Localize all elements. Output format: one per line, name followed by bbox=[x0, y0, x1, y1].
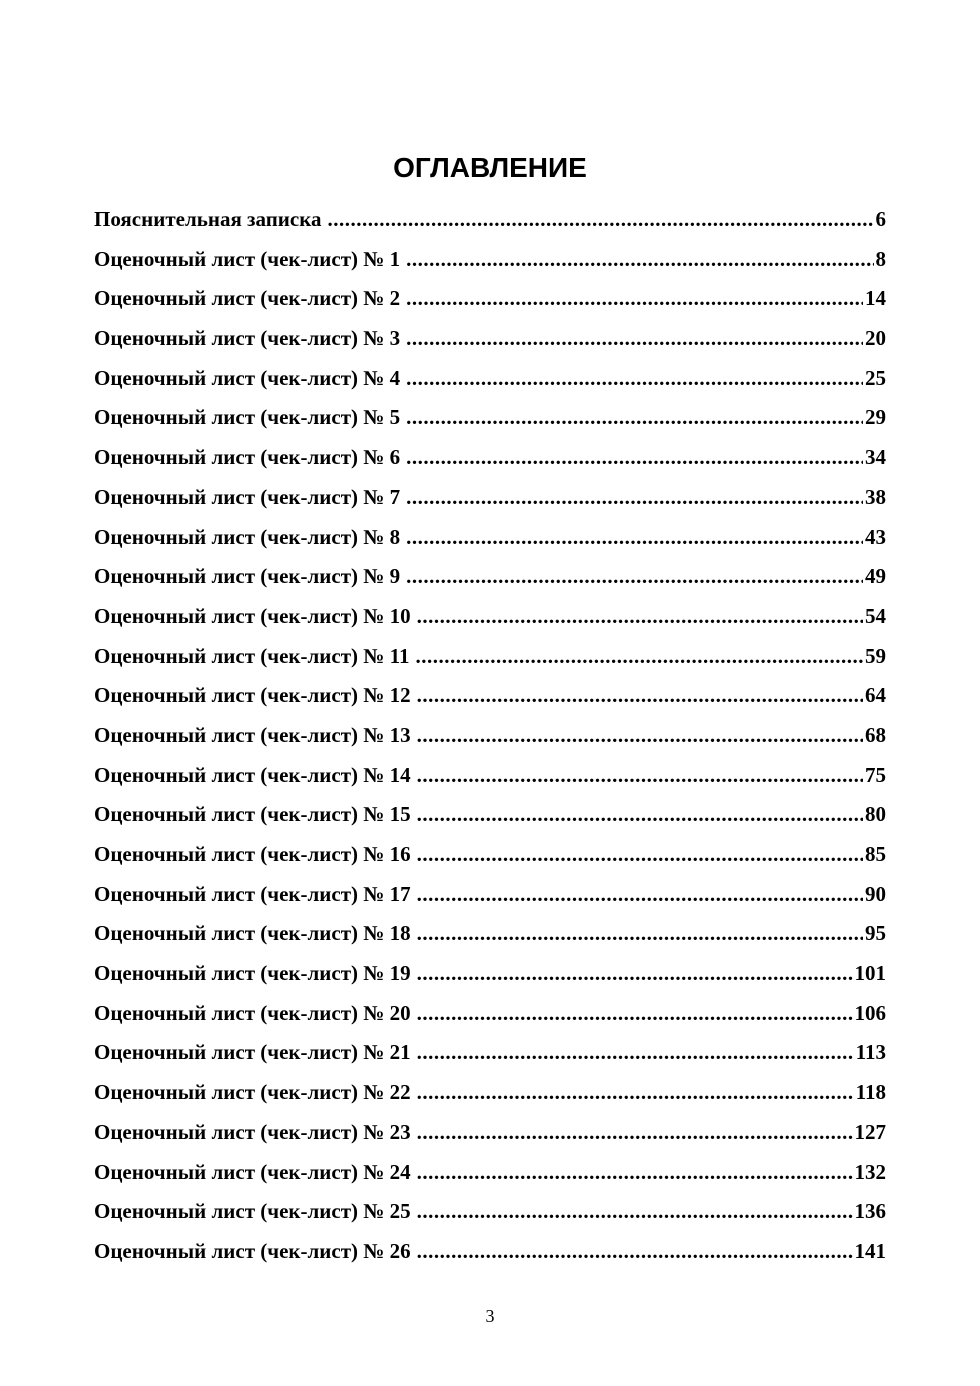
toc-entry-label: Оценочный лист (чек-лист) № 3 bbox=[94, 326, 401, 351]
toc-entry-page: 136 bbox=[854, 1199, 886, 1224]
toc-entry-label: Оценочный лист (чек-лист) № 16 bbox=[94, 842, 411, 866]
toc-entry-label: Оценочный лист (чек-лист) № 24 bbox=[94, 1159, 411, 1184]
toc-entry-page: 90 bbox=[865, 881, 886, 906]
toc-entry[interactable] bbox=[94, 240, 886, 280]
toc-entry-label: Оценочный лист (чек-лист) № 22 bbox=[94, 1080, 411, 1105]
toc-entry-label: Оценочный лист (чек-лист) № 5 bbox=[94, 405, 401, 430]
toc-entry-page: 49 bbox=[865, 564, 886, 589]
toc-dot-leader bbox=[417, 1113, 853, 1153]
toc-entry[interactable] bbox=[94, 200, 886, 240]
toc-entry[interactable] bbox=[94, 359, 886, 399]
toc-entry-page: 43 bbox=[865, 524, 886, 549]
toc-dot-leader bbox=[406, 478, 863, 518]
toc-entry-page: 59 bbox=[865, 643, 886, 668]
toc-entry-label: Оценочный лист (чек-лист) № 23 bbox=[94, 1119, 411, 1144]
toc-entry-page: 25 bbox=[865, 365, 886, 390]
toc-dot-leader bbox=[417, 835, 863, 875]
toc-entry-page: 29 bbox=[865, 405, 886, 430]
toc-entry-label: Оценочный лист (чек-лист) № 26 bbox=[94, 1238, 411, 1263]
toc-entry[interactable] bbox=[94, 954, 886, 994]
toc-entry-page: 101 bbox=[854, 961, 886, 986]
toc-dot-leader bbox=[417, 994, 853, 1034]
toc-entry-page: 20 bbox=[865, 326, 886, 351]
toc-entry-page: 6 bbox=[875, 207, 886, 231]
toc-entry-page: 132 bbox=[854, 1159, 886, 1184]
toc-entry-label: Оценочный лист (чек-лист) № 17 bbox=[94, 881, 411, 906]
toc-entry-page: 34 bbox=[865, 445, 886, 470]
toc-dot-leader bbox=[417, 1033, 854, 1073]
toc-dot-leader bbox=[417, 676, 863, 716]
toc-entry-label: Оценочный лист (чек-лист) № 7 bbox=[94, 484, 401, 509]
toc-entry[interactable] bbox=[94, 597, 886, 637]
toc-entry-page: 141 bbox=[854, 1238, 886, 1263]
toc-entry[interactable] bbox=[94, 914, 886, 954]
toc-entry[interactable] bbox=[94, 795, 886, 835]
toc-dot-leader bbox=[417, 795, 863, 835]
toc-dot-leader bbox=[417, 1192, 853, 1232]
toc-entry-label: Оценочный лист (чек-лист) № 10 bbox=[94, 603, 411, 628]
toc-dot-leader bbox=[417, 1073, 854, 1113]
toc-dot-leader bbox=[415, 637, 863, 677]
toc-entry-page: 68 bbox=[865, 722, 886, 747]
toc-entry-label: Оценочный лист (чек-лист) № 1 bbox=[94, 246, 401, 271]
toc-dot-leader bbox=[406, 359, 863, 399]
toc-entry-label: Оценочный лист (чек-лист) № 19 bbox=[94, 961, 411, 986]
toc-entry[interactable] bbox=[94, 1192, 886, 1232]
toc-dot-leader bbox=[406, 438, 863, 478]
toc-entry-label: Пояснительная записка bbox=[94, 207, 322, 231]
toc-entry[interactable] bbox=[94, 756, 886, 796]
toc-dot-leader bbox=[417, 597, 863, 637]
toc-entry-page: 64 bbox=[865, 683, 886, 708]
toc-dot-leader bbox=[406, 518, 863, 558]
toc-entry-page: 54 bbox=[865, 603, 886, 628]
toc-dot-leader bbox=[406, 240, 873, 280]
toc-dot-leader bbox=[406, 557, 863, 597]
page-number: 3 bbox=[485, 1306, 495, 1326]
toc-entry-label: Оценочный лист (чек-лист) № 12 bbox=[94, 683, 411, 708]
toc-entry[interactable] bbox=[94, 1033, 886, 1073]
toc-entry-label: Оценочный лист (чек-лист) № 21 bbox=[94, 1040, 411, 1065]
toc-dot-leader bbox=[417, 1153, 853, 1193]
toc-entry-page: 14 bbox=[865, 286, 886, 311]
toc-entry-label: Оценочный лист (чек-лист) № 13 bbox=[94, 722, 411, 747]
table-of-contents bbox=[94, 200, 886, 1272]
toc-entry-page: 118 bbox=[855, 1080, 886, 1105]
page-title: ОГЛАВЛЕНИЕ bbox=[393, 152, 587, 183]
toc-entry[interactable] bbox=[94, 319, 886, 359]
toc-entry[interactable] bbox=[94, 518, 886, 558]
toc-entry[interactable] bbox=[94, 1113, 886, 1153]
toc-entry-label: Оценочный лист (чек-лист) № 11 bbox=[94, 643, 410, 668]
toc-entry-label: Оценочный лист (чек-лист) № 20 bbox=[94, 1000, 411, 1025]
toc-entry[interactable] bbox=[94, 716, 886, 756]
toc-entry[interactable] bbox=[94, 1073, 886, 1113]
toc-entry-page: 75 bbox=[865, 762, 886, 787]
toc-dot-leader bbox=[406, 319, 863, 359]
toc-entry-page: 85 bbox=[865, 842, 886, 866]
toc-entry-label: Оценочный лист (чек-лист) № 25 bbox=[94, 1199, 411, 1224]
toc-entry[interactable] bbox=[94, 835, 886, 875]
toc-entry[interactable] bbox=[94, 1232, 886, 1272]
toc-entry-label: Оценочный лист (чек-лист) № 4 bbox=[94, 365, 401, 390]
toc-entry-page: 8 bbox=[875, 246, 886, 271]
toc-entry-page: 106 bbox=[854, 1000, 886, 1025]
toc-entry[interactable] bbox=[94, 1153, 886, 1193]
toc-entry-label: Оценочный лист (чек-лист) № 18 bbox=[94, 921, 411, 946]
toc-entry[interactable] bbox=[94, 557, 886, 597]
toc-dot-leader bbox=[417, 756, 863, 796]
toc-entry-label: Оценочный лист (чек-лист) № 6 bbox=[94, 445, 401, 470]
toc-entry-label: Оценочный лист (чек-лист) № 2 bbox=[94, 286, 401, 311]
toc-entry-page: 95 bbox=[865, 921, 886, 946]
toc-entry[interactable] bbox=[94, 676, 886, 716]
toc-entry[interactable] bbox=[94, 279, 886, 319]
toc-entry-label: Оценочный лист (чек-лист) № 9 bbox=[94, 564, 401, 589]
toc-entry-label: Оценочный лист (чек-лист) № 14 bbox=[94, 762, 411, 787]
toc-entry-page: 38 bbox=[865, 484, 886, 509]
toc-dot-leader bbox=[406, 398, 863, 438]
toc-dot-leader bbox=[417, 914, 863, 954]
toc-dot-leader bbox=[328, 200, 874, 240]
toc-dot-leader bbox=[417, 954, 853, 994]
toc-entry-label: Оценочный лист (чек-лист) № 15 bbox=[94, 802, 411, 827]
toc-entry[interactable] bbox=[94, 994, 886, 1034]
toc-entry[interactable] bbox=[94, 478, 886, 518]
toc-entry-page: 80 bbox=[865, 802, 886, 827]
toc-dot-leader bbox=[406, 279, 863, 319]
toc-entry[interactable] bbox=[94, 438, 886, 478]
toc-dot-leader bbox=[417, 716, 863, 756]
toc-entry[interactable] bbox=[94, 875, 886, 915]
toc-dot-leader bbox=[417, 1232, 853, 1272]
toc-entry-page: 127 bbox=[854, 1119, 886, 1144]
toc-entry-page: 113 bbox=[855, 1040, 886, 1065]
toc-entry[interactable] bbox=[94, 398, 886, 438]
toc-entry-label: Оценочный лист (чек-лист) № 8 bbox=[94, 524, 401, 549]
toc-dot-leader bbox=[417, 875, 863, 915]
toc-entry[interactable] bbox=[94, 637, 886, 677]
